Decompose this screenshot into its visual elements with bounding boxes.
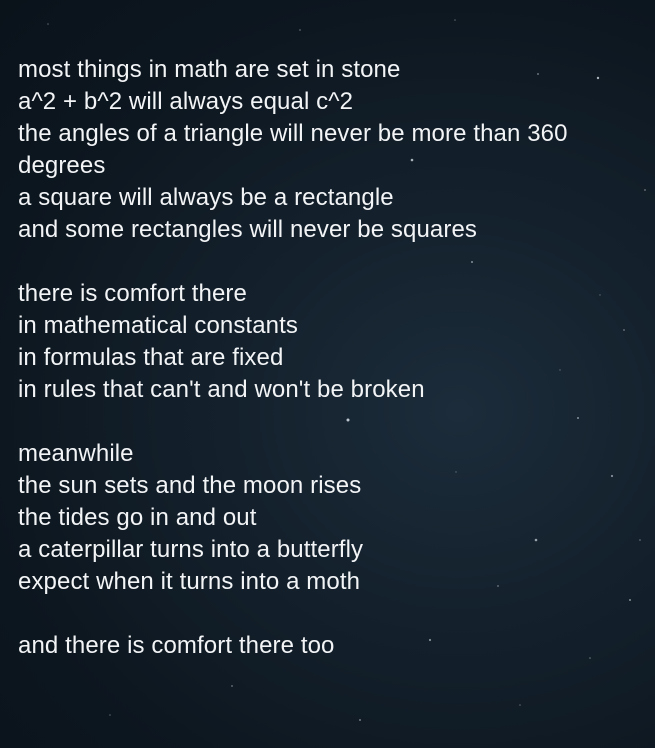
poem-line: in mathematical constants — [18, 312, 298, 339]
poem-line: the tides go in and out — [18, 504, 257, 531]
poem-line: a square will always be a rectangle — [18, 184, 394, 211]
poem — [18, 54, 648, 662]
stanza-1 — [18, 54, 648, 246]
poem-line: expect when it turns into a moth — [18, 568, 361, 595]
poem-line: in formulas that are fixed — [18, 344, 284, 371]
star — [299, 29, 301, 31]
poem-line: in rules that can't and won't be broken — [18, 376, 425, 403]
stanza-3 — [18, 438, 648, 598]
poem-line: and some rectangles will never be squares — [18, 216, 478, 243]
stanza-2 — [18, 278, 648, 406]
poem-line: a caterpillar turns into a butterfly — [18, 536, 364, 563]
star — [454, 19, 456, 21]
star — [231, 685, 233, 687]
stanza-4 — [18, 630, 648, 662]
star — [519, 704, 521, 706]
poem-line: meanwhile — [18, 440, 134, 467]
poem-line: most things in math are set in stone — [18, 56, 401, 83]
star — [359, 719, 361, 721]
poem-line: the sun sets and the moon rises — [18, 472, 362, 499]
star — [109, 714, 111, 716]
poem-line: there is comfort there — [18, 280, 247, 307]
poem-line: a^2 + b^2 will always equal c^2 — [18, 88, 354, 115]
poem-line: and there is comfort there too — [18, 632, 335, 659]
poem-line: the angles of a triangle will never be more than 360 degrees — [18, 120, 568, 179]
star — [47, 23, 49, 25]
